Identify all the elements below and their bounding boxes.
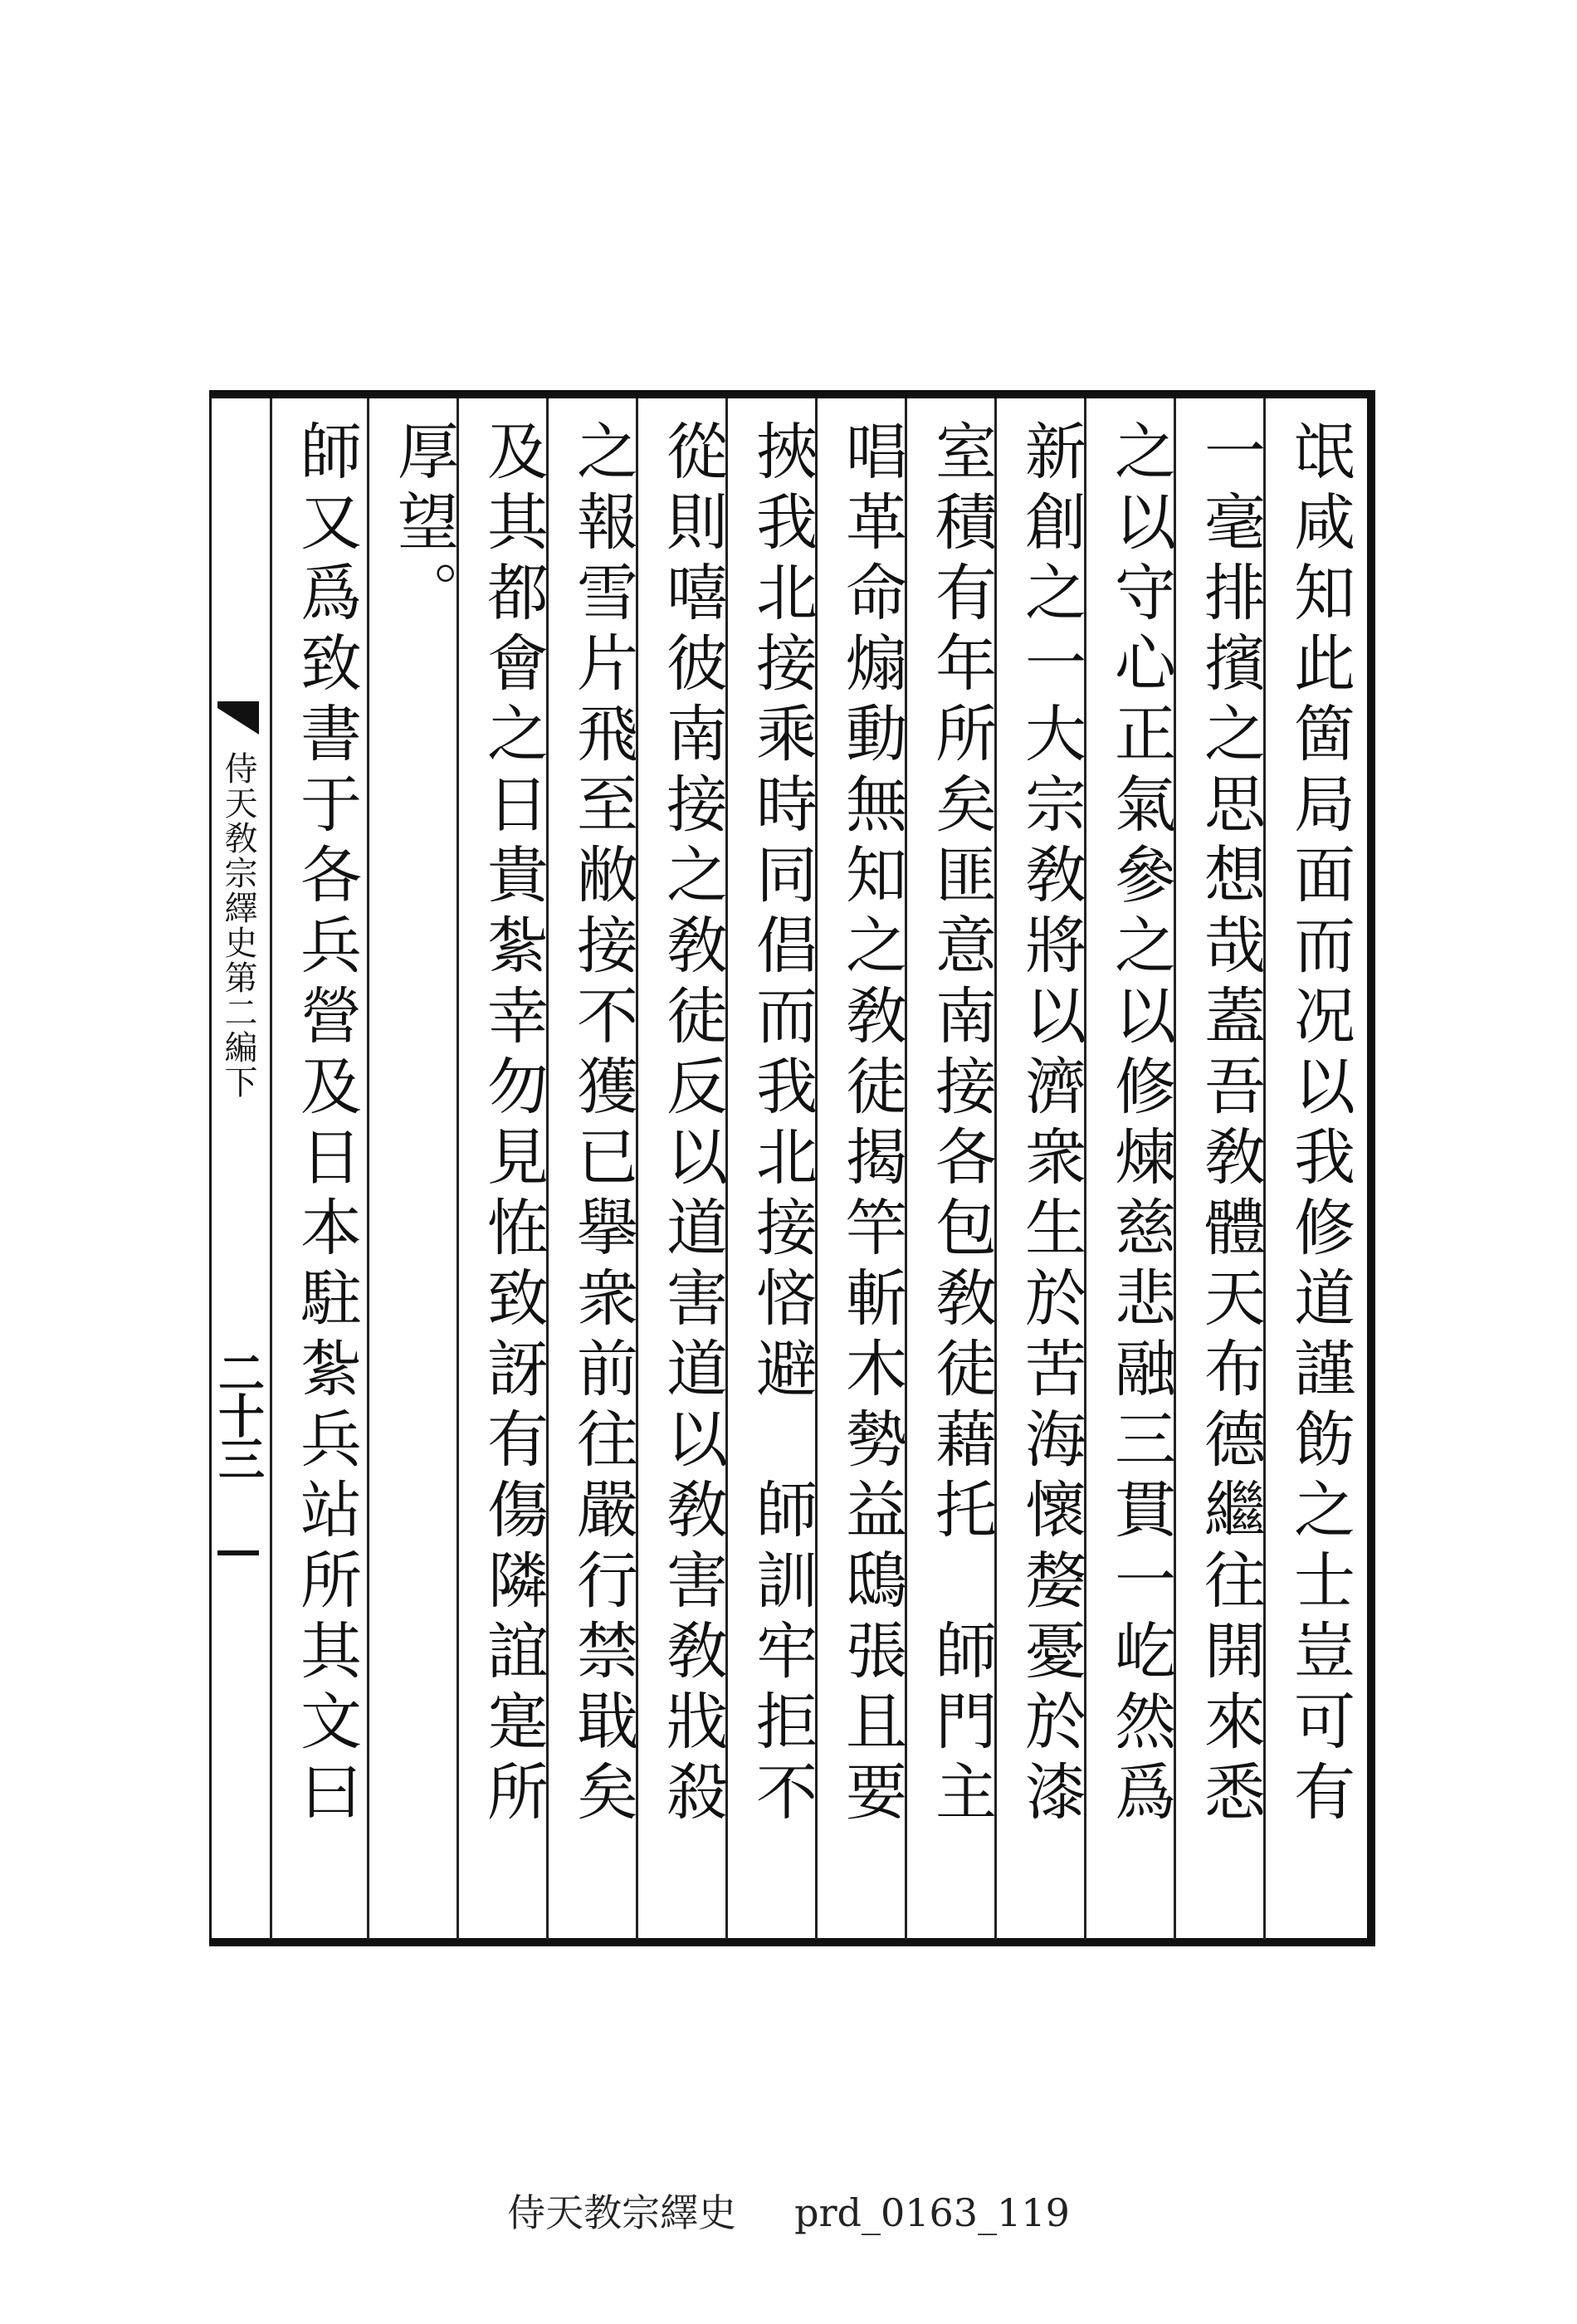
margin-book-title: 侍天敎宗繹史第二編下 (219, 751, 257, 1100)
footer-code: prd_0163_119 (794, 2190, 1070, 2235)
text-column-8: 從則嘻彼南接之敎徒反以道害道以敎害敎戕殺 (657, 419, 728, 1830)
folio-number: 二十三 (211, 1349, 266, 1478)
footer-title: 侍天教宗繹史 (507, 2190, 737, 2235)
text-column-6: 唱革命煽動無知之敎徒揭竿斬木勢益鴟張且要 (836, 419, 907, 1830)
text-column-5: 室積有年所矣匪意南接各包敎徒藉托 師門主 (925, 419, 997, 1830)
page-footer (0, 2183, 1577, 2238)
text-column-11: 厚望。 (388, 419, 459, 631)
text-column-10: 及其都會之日貴紮幸勿見恠致訝有傷隣誼寔所 (477, 419, 549, 1830)
text-column-7: 挾我北接乘時同倡而我北接悋避 師訓牢拒不 (746, 419, 818, 1830)
text-column-12: 師又爲致書于各兵營及日本駐紮兵站所其文曰 (290, 419, 362, 1830)
text-column-1: 氓咸知此箇局面而况以我修道謹飭之士豈可有 (1284, 419, 1355, 1830)
text-column-3: 之以守心正氣參之以修煉慈悲融三貫一屹然爲 (1105, 419, 1176, 1830)
text-column-9: 之報雪片飛至敝接不獲已擧衆前往嚴行禁戢矣 (567, 419, 638, 1830)
text-column-2: 一毫排擯之思想哉蓋吾敎體天布德繼往開來悉 (1194, 419, 1266, 1830)
folio-bar (217, 1550, 259, 1555)
column-rule (270, 398, 272, 1940)
text-column-4: 新創之一大宗敎將以濟衆生於苦海懷嫠憂於漆 (1015, 419, 1086, 1830)
